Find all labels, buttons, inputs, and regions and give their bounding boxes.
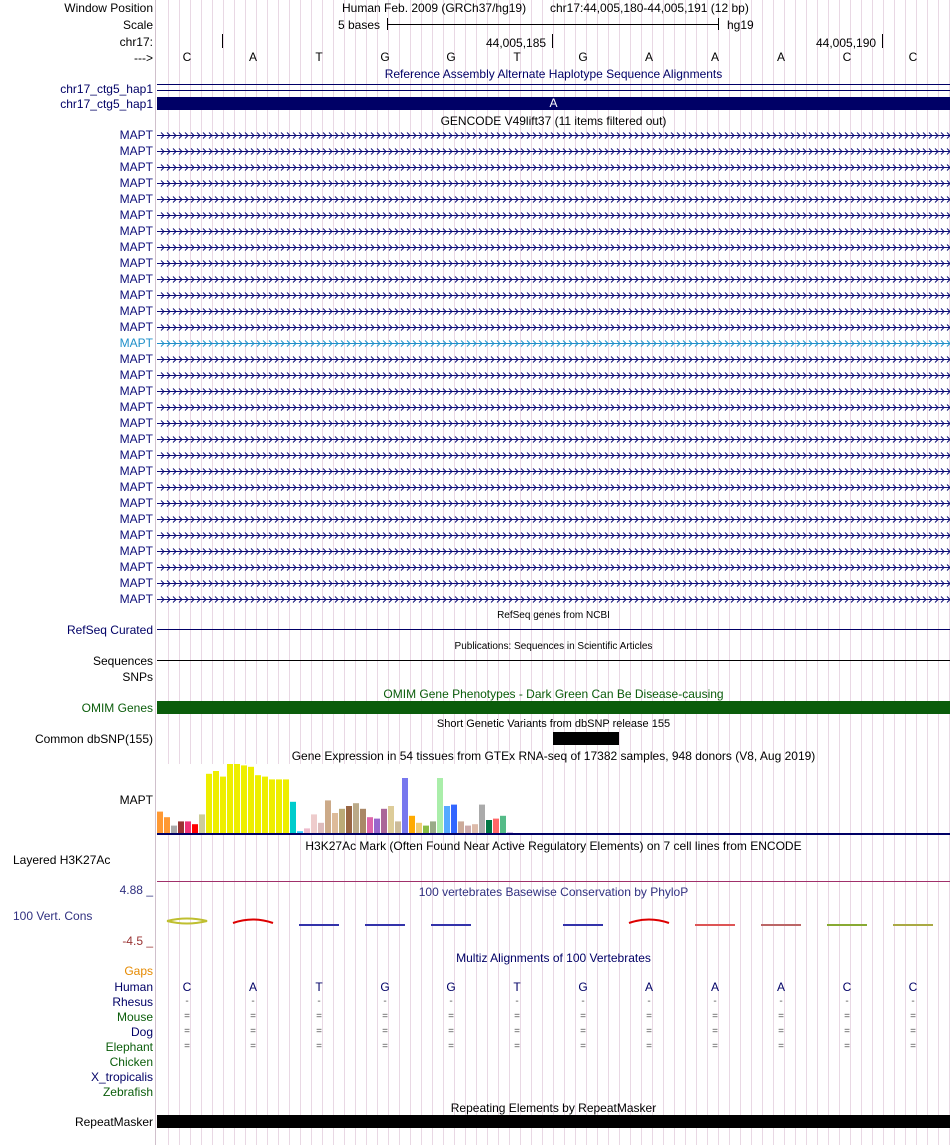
- multiz-aligned-base: =: [844, 1026, 850, 1037]
- multiz-species-label[interactable]: Human: [114, 980, 153, 994]
- gtex-tissue-bar[interactable]: [241, 765, 247, 834]
- multiz-aligned-base: C: [182, 980, 192, 994]
- strand-arrow-label: --->: [134, 51, 153, 65]
- multiz-aligned-base: -: [449, 996, 453, 1007]
- gtex-tissue-bar[interactable]: [479, 805, 485, 834]
- ruler-coord-2: 44,005,190: [816, 36, 877, 50]
- dbsnp-title[interactable]: Short Genetic Variants from dbSNP release 155: [436, 718, 671, 730]
- ruler-tick: [222, 34, 223, 48]
- base-letter: T: [513, 50, 521, 64]
- phylop-score-glyph: [167, 919, 207, 924]
- multiz-aligned-base: =: [250, 1011, 256, 1022]
- multiz-title[interactable]: Multiz Alignments of 100 Vertebrates: [456, 951, 651, 965]
- gtex-bar-chart[interactable]: [157, 762, 950, 834]
- repeatmasker-title[interactable]: Repeating Elements by RepeatMasker: [450, 1101, 657, 1115]
- gtex-tissue-bar[interactable]: [493, 819, 499, 834]
- multiz-species-label[interactable]: Rhesus: [112, 995, 153, 1009]
- multiz-aligned-base: -: [185, 996, 189, 1007]
- gencode-item-label[interactable]: MAPT: [119, 288, 153, 302]
- gencode-transcript[interactable]: [157, 307, 950, 316]
- gencode-transcript[interactable]: [157, 403, 950, 412]
- gencode-item-label[interactable]: MAPT: [119, 304, 153, 318]
- gtex-tissue-bar[interactable]: [332, 813, 338, 834]
- gencode-item-label[interactable]: MAPT: [119, 592, 153, 606]
- base-letter: G: [446, 50, 456, 64]
- gtex-tissue-bar[interactable]: [157, 812, 163, 834]
- gencode-transcript[interactable]: [157, 579, 950, 588]
- base-letter: A: [248, 50, 257, 64]
- gencode-transcript[interactable]: [157, 259, 950, 268]
- multiz-aligned-base: =: [316, 1011, 322, 1022]
- gtex-tissue-bar[interactable]: [276, 779, 282, 834]
- gencode-item-label[interactable]: MAPT: [119, 160, 153, 174]
- gencode-transcript[interactable]: [157, 515, 950, 524]
- gencode-item-label[interactable]: MAPT: [119, 384, 153, 398]
- gencode-item-label[interactable]: MAPT: [119, 320, 153, 334]
- publications-track-line[interactable]: [157, 660, 950, 661]
- multiz-aligned-base: C: [908, 980, 918, 994]
- multiz-species-label[interactable]: Zebrafish: [102, 1085, 153, 1099]
- gtex-tissue-bar[interactable]: [234, 764, 240, 834]
- multiz-aligned-base: A: [644, 980, 653, 994]
- multiz-aligned-base: =: [712, 1011, 718, 1022]
- multiz-species-label[interactable]: Elephant: [105, 1040, 153, 1054]
- multiz-aligned-base: =: [382, 1026, 388, 1037]
- repeatmasker-bar[interactable]: [157, 1115, 950, 1128]
- scale-bar: [387, 18, 719, 32]
- repeatmasker-label[interactable]: RepeatMasker: [74, 1115, 153, 1129]
- multiz-aligned-base: =: [448, 1026, 454, 1037]
- gencode-item-label[interactable]: MAPT: [119, 192, 153, 206]
- multiz-aligned-base: =: [316, 1026, 322, 1037]
- gtex-tissue-bar[interactable]: [164, 817, 170, 834]
- db-label: hg19: [727, 18, 754, 32]
- multiz-aligned-base: =: [184, 1041, 190, 1052]
- gencode-transcript[interactable]: [157, 243, 950, 252]
- gencode-item-label[interactable]: MAPT: [119, 240, 153, 254]
- multiz-aligned-base: =: [448, 1011, 454, 1022]
- gencode-item-label[interactable]: MAPT: [119, 496, 153, 510]
- gencode-transcript[interactable]: [157, 547, 950, 556]
- gtex-tissue-bar[interactable]: [402, 778, 408, 834]
- multiz-aligned-base: =: [646, 1011, 652, 1022]
- scale-text: 5 bases: [338, 18, 381, 32]
- ruler-tick: [882, 34, 883, 48]
- alt-haplotype-row2-label[interactable]: chr17_ctg5_hap1: [60, 97, 153, 111]
- multiz-aligned-base: -: [779, 996, 783, 1007]
- multiz-aligned-base: =: [778, 1041, 784, 1052]
- multiz-aligned-base: =: [382, 1011, 388, 1022]
- gencode-item-label[interactable]: MAPT: [119, 400, 153, 414]
- gencode-transcript[interactable]: [157, 499, 950, 508]
- gencode-transcript[interactable]: [157, 339, 950, 348]
- gtex-tissue-bar[interactable]: [353, 803, 359, 834]
- publications-snps-label[interactable]: SNPs: [122, 670, 153, 684]
- gencode-item-label[interactable]: MAPT: [119, 464, 153, 478]
- gencode-transcript[interactable]: [157, 435, 950, 444]
- gtex-tissue-bar[interactable]: [486, 820, 492, 834]
- multiz-aligned-base: =: [514, 1041, 520, 1052]
- gtex-tissue-bar[interactable]: [248, 767, 254, 834]
- gtex-tissue-bar[interactable]: [409, 816, 415, 834]
- gencode-item-label[interactable]: MAPT: [119, 224, 153, 238]
- multiz-aligned-base: =: [580, 1041, 586, 1052]
- gencode-transcript[interactable]: [157, 323, 950, 332]
- multiz-gaps-label[interactable]: Gaps: [124, 964, 153, 978]
- multiz-species-label[interactable]: Dog: [130, 1025, 153, 1039]
- gtex-tissue-bar[interactable]: [381, 809, 387, 834]
- gencode-title[interactable]: GENCODE V49lift37 (11 items filtered out): [440, 114, 667, 128]
- phylop-min-label: -4.5 _: [122, 934, 153, 948]
- gtex-tissue-bar[interactable]: [213, 771, 219, 834]
- gencode-item-label[interactable]: MAPT: [119, 448, 153, 462]
- gencode-transcript[interactable]: [157, 163, 950, 172]
- multiz-aligned-base: T: [315, 980, 323, 994]
- base-letter: C: [842, 50, 852, 64]
- gtex-tissue-bar[interactable]: [346, 806, 352, 834]
- base-letter: C: [182, 50, 192, 64]
- gencode-transcript[interactable]: [157, 355, 950, 364]
- alt-haplotype-row1-track[interactable]: [157, 84, 950, 91]
- gtex-tissue-bar[interactable]: [227, 764, 233, 834]
- phylop-label[interactable]: 100 Vert. Cons: [13, 909, 93, 923]
- gencode-transcript[interactable]: [157, 419, 950, 428]
- refseq-label[interactable]: RefSeq Curated: [66, 623, 153, 637]
- gencode-transcript[interactable]: [157, 595, 950, 604]
- gencode-item-label[interactable]: MAPT: [119, 576, 153, 590]
- multiz-aligned-base: -: [383, 996, 387, 1007]
- gtex-tissue-bar[interactable]: [269, 779, 275, 834]
- alt-haplotype-base: A: [549, 96, 558, 110]
- gencode-transcript[interactable]: [157, 291, 950, 300]
- multiz-aligned-base: G: [380, 980, 390, 994]
- base-letter: G: [380, 50, 390, 64]
- gencode-item-label[interactable]: MAPT: [119, 128, 153, 142]
- gencode-transcript[interactable]: [157, 179, 950, 188]
- multiz-aligned-base: A: [710, 980, 719, 994]
- alt-haplotype-row2-track[interactable]: [157, 97, 950, 110]
- multiz-aligned-base: G: [446, 980, 456, 994]
- multiz-aligned-base: C: [842, 980, 852, 994]
- multiz-aligned-base: =: [712, 1026, 718, 1037]
- multiz-aligned-base: -: [515, 996, 519, 1007]
- multiz-aligned-base: -: [251, 996, 255, 1007]
- gencode-transcript[interactable]: [157, 211, 950, 220]
- base-letter: C: [908, 50, 918, 64]
- gencode-transcript[interactable]: [157, 563, 950, 572]
- multiz-species-label[interactable]: Chicken: [109, 1055, 153, 1069]
- gencode-transcript[interactable]: [157, 275, 950, 284]
- refseq-track-line[interactable]: [157, 629, 950, 630]
- gencode-item-label[interactable]: MAPT: [119, 512, 153, 526]
- multiz-aligned-base: =: [316, 1041, 322, 1052]
- alt-haplotype-title[interactable]: Reference Assembly Alternate Haplotype Sequence Alignments: [384, 67, 723, 81]
- refseq-title[interactable]: RefSeq genes from NCBI: [497, 610, 610, 621]
- multiz-aligned-base: =: [514, 1011, 520, 1022]
- multiz-species-label[interactable]: Mouse: [116, 1010, 153, 1024]
- multiz-aligned-base: -: [581, 996, 585, 1007]
- dbsnp-variant-block[interactable]: [553, 732, 619, 745]
- gtex-tissue-bar[interactable]: [206, 774, 212, 834]
- gencode-transcript[interactable]: [157, 531, 950, 540]
- gencode-transcript[interactable]: [157, 147, 950, 156]
- multiz-aligned-base: G: [578, 980, 588, 994]
- base-letter: A: [710, 50, 719, 64]
- gencode-item-label[interactable]: MAPT: [119, 368, 153, 382]
- phylop-title[interactable]: 100 vertebrates Basewise Conservation by PhyloP: [418, 885, 689, 899]
- multiz-aligned-base: =: [382, 1041, 388, 1052]
- multiz-aligned-base: =: [646, 1026, 652, 1037]
- h3k27ac-label[interactable]: Layered H3K27Ac: [13, 853, 111, 867]
- gtex-tissue-bar[interactable]: [339, 809, 345, 834]
- gtex-tissue-bar[interactable]: [311, 814, 317, 834]
- phylop-score-glyph: [233, 920, 273, 924]
- gtex-tissue-bar[interactable]: [255, 775, 261, 834]
- gtex-tissue-bar[interactable]: [325, 800, 331, 834]
- multiz-aligned-base: =: [910, 1026, 916, 1037]
- omim-title[interactable]: OMIM Gene Phenotypes - Dark Green Can Be Disease-causing: [383, 687, 724, 701]
- position-title[interactable]: chr17:44,005,180-44,005,191 (12 bp): [550, 1, 749, 15]
- gencode-transcript[interactable]: [157, 371, 950, 380]
- gencode-transcript[interactable]: [157, 131, 950, 140]
- phylop-track[interactable]: [157, 912, 950, 934]
- gencode-transcript[interactable]: [157, 227, 950, 236]
- gtex-baseline: [157, 833, 950, 835]
- multiz-aligned-base: =: [184, 1011, 190, 1022]
- multiz-aligned-base: =: [250, 1041, 256, 1052]
- multiz-aligned-base: =: [844, 1041, 850, 1052]
- gencode-item-label[interactable]: MAPT: [119, 144, 153, 158]
- multiz-aligned-base: =: [580, 1011, 586, 1022]
- gtex-label[interactable]: MAPT: [119, 793, 153, 807]
- base-letter: A: [644, 50, 653, 64]
- gencode-transcript[interactable]: [157, 483, 950, 492]
- multiz-aligned-base: =: [844, 1011, 850, 1022]
- gtex-tissue-bar[interactable]: [367, 817, 373, 834]
- gtex-tissue-bar[interactable]: [451, 805, 457, 834]
- gtex-tissue-bar[interactable]: [199, 814, 205, 834]
- gencode-item-label[interactable]: MAPT: [119, 560, 153, 574]
- gencode-item-label[interactable]: MAPT: [119, 544, 153, 558]
- gencode-item-label[interactable]: MAPT: [119, 176, 153, 190]
- gencode-transcript[interactable]: [157, 387, 950, 396]
- gencode-transcript[interactable]: [157, 467, 950, 476]
- dbsnp-label[interactable]: Common dbSNP(155): [34, 732, 153, 746]
- multiz-aligned-base: A: [248, 980, 257, 994]
- multiz-aligned-base: =: [646, 1041, 652, 1052]
- omim-track-bar[interactable]: [157, 701, 950, 714]
- multiz-aligned-base: -: [845, 996, 849, 1007]
- multiz-aligned-base: =: [580, 1026, 586, 1037]
- gencode-transcript[interactable]: [157, 451, 950, 460]
- multiz-aligned-base: =: [778, 1026, 784, 1037]
- publications-title[interactable]: Publications: Sequences in Scientific Articles: [454, 641, 653, 652]
- gtex-title[interactable]: Gene Expression in 54 tissues from GTEx RNA-seq of 17382 samples, 948 donors (V8, Aug 2019): [291, 749, 816, 763]
- multiz-aligned-base: =: [712, 1041, 718, 1052]
- gencode-item-label[interactable]: MAPT: [119, 208, 153, 222]
- multiz-aligned-base: -: [911, 996, 915, 1007]
- h3k27ac-title[interactable]: H3K27Ac Mark (Often Found Near Active Regulatory Elements) on 7 cell lines from ENCODE: [305, 839, 802, 853]
- multiz-species-label[interactable]: X_tropicalis: [90, 1070, 153, 1084]
- gencode-item-label[interactable]: MAPT: [119, 480, 153, 494]
- gencode-item-label[interactable]: MAPT: [119, 432, 153, 446]
- gencode-item-label[interactable]: MAPT: [119, 528, 153, 542]
- base-letter: T: [315, 50, 323, 64]
- gencode-transcript[interactable]: [157, 195, 950, 204]
- phylop-max-label: 4.88 _: [119, 883, 153, 897]
- gtex-tissue-bar[interactable]: [374, 819, 380, 834]
- assembly-title: Human Feb. 2009 (GRCh37/hg19): [342, 1, 527, 15]
- gtex-tissue-bar[interactable]: [283, 779, 289, 834]
- ruler-coord-1: 44,005,185: [486, 36, 547, 50]
- multiz-aligned-base: A: [776, 980, 785, 994]
- multiz-aligned-base: =: [910, 1041, 916, 1052]
- gtex-tissue-bar[interactable]: [444, 806, 450, 834]
- ruler-tick: [552, 34, 553, 48]
- multiz-aligned-base: =: [910, 1011, 916, 1022]
- base-letter: G: [578, 50, 588, 64]
- omim-label[interactable]: OMIM Genes: [81, 701, 153, 715]
- label-separator: [155, 0, 156, 1145]
- chrom-label: chr17:: [119, 35, 153, 49]
- multiz-aligned-base: =: [250, 1026, 256, 1037]
- base-letter: A: [776, 50, 785, 64]
- multiz-aligned-base: -: [713, 996, 717, 1007]
- gtex-tissue-bar[interactable]: [388, 806, 394, 834]
- multiz-aligned-base: =: [448, 1041, 454, 1052]
- gencode-item-label[interactable]: MAPT: [119, 336, 153, 350]
- gencode-item-label[interactable]: MAPT: [119, 256, 153, 270]
- publications-sequences-label[interactable]: Sequences: [92, 654, 153, 668]
- gtex-tissue-bar[interactable]: [262, 777, 268, 834]
- multiz-aligned-base: T: [513, 980, 521, 994]
- gtex-tissue-bar[interactable]: [500, 816, 506, 834]
- scale-label: Scale: [122, 18, 153, 32]
- gtex-tissue-bar[interactable]: [360, 809, 366, 834]
- alt-haplotype-row1-label[interactable]: chr17_ctg5_hap1: [60, 82, 153, 96]
- gtex-tissue-bar[interactable]: [220, 777, 226, 834]
- gtex-tissue-bar[interactable]: [290, 802, 296, 834]
- multiz-aligned-base: -: [317, 996, 321, 1007]
- gencode-item-label[interactable]: MAPT: [119, 416, 153, 430]
- phylop-score-glyph: [629, 920, 669, 924]
- multiz-aligned-base: =: [184, 1026, 190, 1037]
- multiz-aligned-base: =: [778, 1011, 784, 1022]
- multiz-aligned-base: -: [647, 996, 651, 1007]
- h3k27ac-track-line[interactable]: [157, 881, 950, 882]
- gencode-item-label[interactable]: MAPT: [119, 272, 153, 286]
- multiz-aligned-base: =: [514, 1026, 520, 1037]
- gtex-tissue-bar[interactable]: [437, 778, 443, 834]
- window-position-label: Window Position: [64, 1, 153, 15]
- gencode-item-label[interactable]: MAPT: [119, 352, 153, 366]
